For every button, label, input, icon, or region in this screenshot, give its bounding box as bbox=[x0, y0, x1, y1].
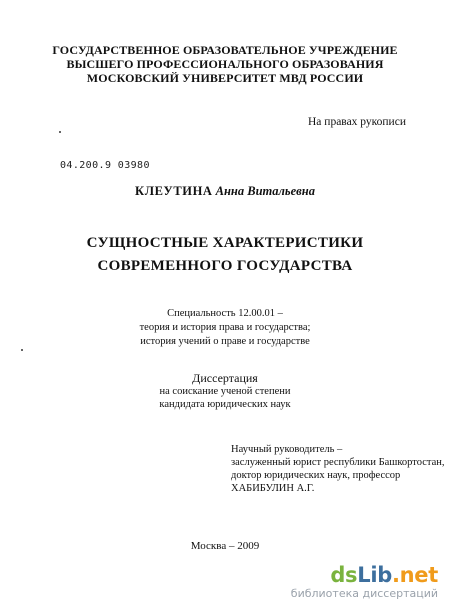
dissertation-line2: на соискание ученой степени bbox=[159, 386, 291, 397]
advisor-line2: заслуженный юрист республики Башкортостан, bbox=[231, 457, 445, 468]
dissertation-line1: Диссертация bbox=[192, 371, 258, 385]
advisor-line3: доктор юридических наук, профессор bbox=[231, 470, 401, 481]
specialty-line3: история учений о праве и государстве bbox=[140, 336, 310, 347]
advisor-block bbox=[231, 443, 445, 495]
dslib-watermark bbox=[291, 564, 438, 600]
registration-number bbox=[60, 160, 150, 171]
institution-header-line3: МОСКОВСКИЙ УНИВЕРСИТЕТ МВД РОССИИ bbox=[86, 71, 364, 85]
dslib-logo-part3: .net bbox=[391, 563, 438, 587]
city-year: Москва – 2009 bbox=[190, 540, 260, 552]
rights-note: На правах рукописи bbox=[308, 116, 406, 128]
dslib-logo-part2: Lib bbox=[357, 563, 392, 587]
dissertation-title bbox=[0, 232, 450, 278]
advisor-line4: ХАБИБУЛИН А.Г. bbox=[231, 483, 315, 494]
institution-header-line1: ГОСУДАРСТВЕННОЕ ОБРАЗОВАТЕЛЬНОЕ УЧРЕЖДЕНИЕ bbox=[52, 43, 398, 57]
specialty-line2: теория и история права и государства; bbox=[139, 322, 311, 333]
author-surname: КЛЕУТИНА bbox=[135, 184, 213, 198]
dslib-logo-part1: ds bbox=[330, 563, 358, 587]
dissertation-type-block bbox=[0, 372, 450, 411]
title-line1: СУЩНОСТНЫЕ ХАРАКТЕРИСТИКИ bbox=[86, 235, 364, 251]
advisor-line1: Научный руководитель – bbox=[231, 444, 343, 455]
specialty-block bbox=[0, 307, 450, 349]
title-line2: СОВРЕМЕННОГО ГОСУДАРСТВА bbox=[97, 258, 353, 274]
author-name bbox=[0, 184, 450, 199]
scan-speck bbox=[21, 349, 23, 351]
institution-header bbox=[0, 43, 450, 85]
registration-number-value: 04.200.9 03980 bbox=[60, 160, 150, 171]
dslib-logo bbox=[291, 564, 438, 587]
specialty-line1: Специальность 12.00.01 – bbox=[167, 308, 283, 319]
dslib-tagline: библиотека диссертаций bbox=[290, 587, 438, 600]
dissertation-line3: кандидата юридических наук bbox=[159, 399, 291, 410]
scan-speck bbox=[59, 131, 61, 133]
author-given-names: Анна Витальевна bbox=[215, 184, 315, 198]
institution-header-line2: ВЫСШЕГО ПРОФЕССИОНАЛЬНОГО ОБРАЗОВАНИЯ bbox=[66, 57, 384, 71]
